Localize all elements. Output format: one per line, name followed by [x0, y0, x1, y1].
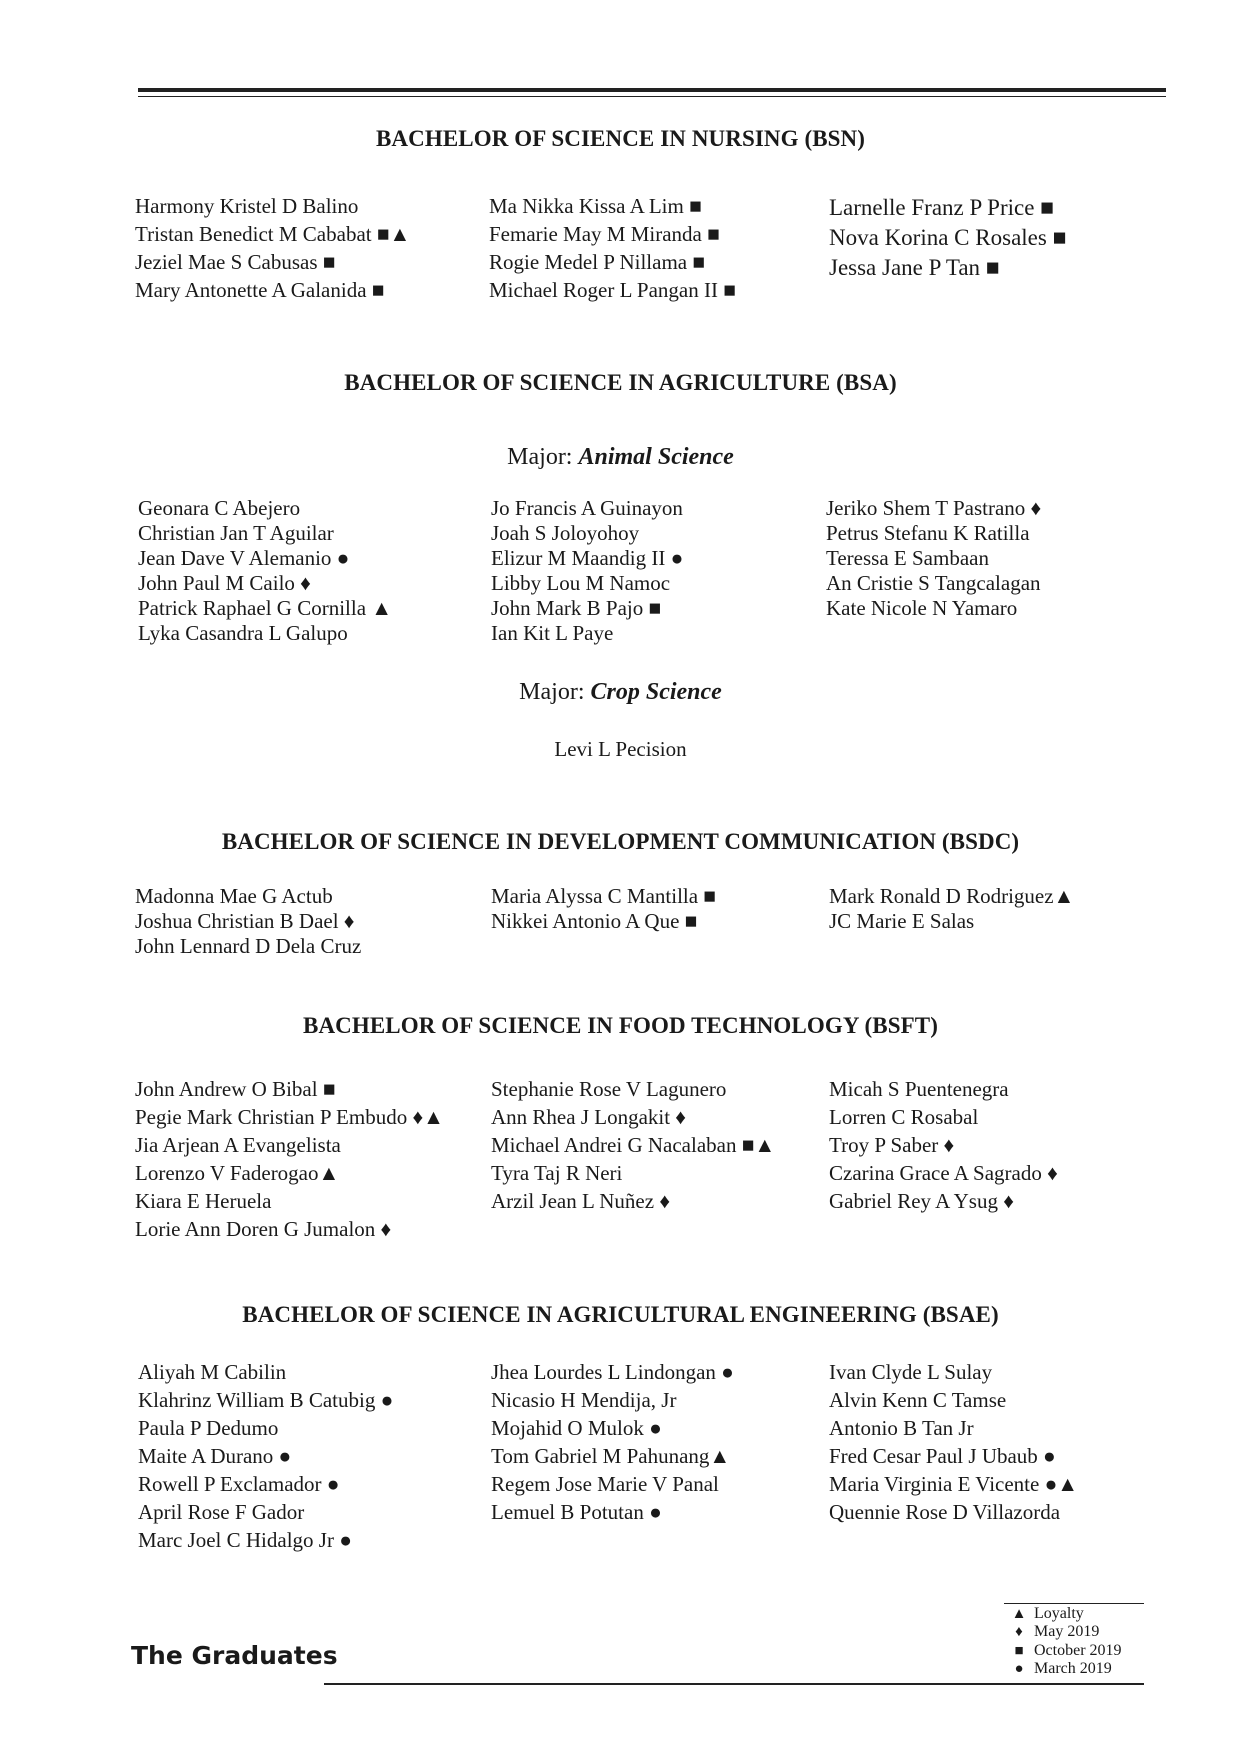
- graduate-name: Nova Korina C Rosales ■: [829, 225, 1067, 250]
- graduate-name: Jia Arjean A Evangelista: [135, 1133, 341, 1157]
- footer-title: The Graduates: [131, 1641, 338, 1670]
- graduate-name: Mark Ronald D Rodriguez▲: [829, 884, 1075, 908]
- name-column: [826, 496, 1041, 621]
- name-column: [135, 1075, 444, 1243]
- legend-item: [1004, 1642, 1122, 1660]
- graduate-name: Jeriko Shem T Pastrano ♦: [826, 496, 1042, 520]
- legend-rule: [1004, 1603, 1144, 1604]
- graduate-name: Czarina Grace A Sagrado ♦: [829, 1161, 1058, 1185]
- graduate-name: Gabriel Rey A Ysug ♦: [829, 1189, 1014, 1213]
- graduate-name: Geonara C Abejero: [138, 496, 301, 520]
- graduate-name: Mary Antonette A Galanida ■: [135, 278, 385, 302]
- name-column: [135, 192, 410, 304]
- major-label: [0, 679, 1241, 706]
- name-column: [491, 1358, 734, 1526]
- graduate-name: Lemuel B Potutan ●: [491, 1500, 662, 1524]
- graduate-name: Petrus Stefanu K Ratilla: [826, 521, 1030, 545]
- graduate-name: Mojahid O Mulok ●: [491, 1416, 662, 1440]
- footer-rule: [324, 1683, 1144, 1685]
- legend-label: March 2019: [1034, 1660, 1112, 1677]
- square-icon: ■: [1014, 1643, 1024, 1659]
- graduate-name: Maria Virginia E Vicente ●▲: [829, 1472, 1079, 1496]
- name-column: [491, 884, 716, 934]
- graduate-name: Rogie Medel P Nillama ■: [489, 250, 706, 274]
- legend-item: [1004, 1660, 1112, 1678]
- graduate-name: Joah S Joloyohoy: [491, 521, 640, 545]
- name-column: [829, 1358, 1078, 1526]
- graduate-name: Ian Kit L Paye: [491, 621, 614, 645]
- graduate-name: Tyra Taj R Neri: [491, 1161, 623, 1185]
- graduate-name: Aliyah M Cabilin: [138, 1360, 287, 1384]
- diamond-icon: ♦: [1015, 1624, 1023, 1640]
- graduate-name: Nicasio H Mendija, Jr: [491, 1388, 677, 1412]
- major-name: Animal Science: [578, 444, 734, 470]
- name-column: [489, 192, 736, 304]
- graduate-name: John Paul M Cailo ♦: [138, 571, 311, 595]
- graduate-name: Larnelle Franz P Price ■: [829, 195, 1055, 220]
- graduate-name: Madonna Mae G Actub: [135, 884, 333, 908]
- graduate-name: Alvin Kenn C Tamse: [829, 1388, 1007, 1412]
- legend-label: May 2019: [1034, 1623, 1100, 1640]
- graduate-name: Kate Nicole N Yamaro: [826, 596, 1018, 620]
- section-heading-bsdc: BACHELOR OF SCIENCE IN DEVELOPMENT COMMUNICATION (BSDC): [221, 829, 1020, 854]
- graduate-name: Levi L Pecision: [554, 737, 687, 761]
- graduate-name: Lorenzo V Faderogao▲: [135, 1161, 340, 1185]
- name-column: [829, 884, 1074, 934]
- graduate-name: Micah S Puentenegra: [829, 1077, 1009, 1101]
- legend-label: October 2019: [1034, 1642, 1122, 1659]
- graduate-name: Nikkei Antonio A Que ■: [491, 909, 698, 933]
- graduate-name: Christian Jan T Aguilar: [138, 521, 334, 545]
- graduate-name: Stephanie Rose V Lagunero: [491, 1077, 727, 1101]
- graduate-name: Paula P Dedumo: [138, 1416, 279, 1440]
- graduate-name: Maite A Durano ●: [138, 1444, 292, 1468]
- graduate-name: John Lennard D Dela Cruz: [135, 934, 362, 958]
- graduate-name: Jo Francis A Guinayon: [491, 496, 683, 520]
- graduate-name: Libby Lou M Namoc: [491, 571, 671, 595]
- graduate-name: JC Marie E Salas: [829, 909, 975, 933]
- graduate-name: Michael Roger L Pangan II ■: [489, 278, 736, 302]
- graduate-name: Fred Cesar Paul J Ubaub ●: [829, 1444, 1056, 1468]
- graduate-name: Ivan Clyde L Sulay: [829, 1360, 993, 1384]
- name-column: [138, 1358, 393, 1554]
- graduate-name: Michael Andrei G Nacalaban ■▲: [491, 1133, 776, 1157]
- graduate-name: Femarie May M Miranda ■: [489, 222, 720, 246]
- section-heading-bsa: BACHELOR OF SCIENCE IN AGRICULTURE (BSA): [344, 370, 897, 395]
- graduate-name: Elizur M Maandig II ●: [491, 546, 684, 570]
- name-column: [138, 496, 392, 646]
- legend-item: [1004, 1623, 1099, 1641]
- graduate-name: Troy P Saber ♦: [829, 1133, 955, 1157]
- section-heading-bsft: BACHELOR OF SCIENCE IN FOOD TECHNOLOGY (BSFT): [303, 1013, 938, 1038]
- graduate-name: Quennie Rose D Villazorda: [829, 1500, 1061, 1524]
- major-label: [0, 444, 1241, 471]
- graduate-name: Joshua Christian B Dael ♦: [135, 909, 355, 933]
- graduate-name: Jean Dave V Alemanio ●: [138, 546, 350, 570]
- section-heading-bsae: BACHELOR OF SCIENCE IN AGRICULTURAL ENGINEERING (BSAE): [242, 1302, 999, 1327]
- graduate-name: Jhea Lourdes L Lindongan ●: [491, 1360, 734, 1384]
- graduate-name: Klahrinz William B Catubig ●: [138, 1388, 394, 1412]
- name-column: [491, 1075, 775, 1215]
- graduate-name: Lorie Ann Doren G Jumalon ♦: [135, 1217, 392, 1241]
- legend-item: [1004, 1605, 1084, 1623]
- section-heading-bsn: BACHELOR OF SCIENCE IN NURSING (BSN): [375, 126, 865, 151]
- top-rule-thin: [138, 96, 1166, 97]
- graduate-name: Pegie Mark Christian P Embudo ♦▲: [135, 1105, 444, 1129]
- graduate-name: Regem Jose Marie V Panal: [491, 1472, 719, 1496]
- graduate-name: April Rose F Gador: [138, 1500, 305, 1524]
- circle-icon: ●: [1014, 1661, 1024, 1677]
- legend-label: Loyalty: [1034, 1605, 1084, 1622]
- name-column: [491, 496, 683, 646]
- top-rule: [138, 88, 1166, 92]
- graduate-name: Tristan Benedict M Cababat ■▲: [135, 222, 411, 246]
- graduate-name: Tom Gabriel M Pahunang▲: [491, 1444, 731, 1468]
- graduate-name: Jeziel Mae S Cabusas ■: [135, 250, 336, 274]
- graduate-name: John Mark B Pajo ■: [491, 596, 662, 620]
- graduate-name: Kiara E Heruela: [135, 1189, 272, 1213]
- graduate-name: Rowell P Exclamador ●: [138, 1472, 340, 1496]
- graduate-name: Lorren C Rosabal: [829, 1105, 979, 1129]
- graduate-name: Arzil Jean L Nuñez ♦: [491, 1189, 671, 1213]
- graduate-name: Teressa E Sambaan: [826, 546, 989, 570]
- graduate-name: Harmony Kristel D Balino: [135, 194, 359, 218]
- graduate-name: John Andrew O Bibal ■: [135, 1077, 336, 1101]
- graduate-name: Patrick Raphael G Cornilla ▲: [138, 596, 393, 620]
- graduate-name: Lyka Casandra L Galupo: [138, 621, 348, 645]
- name-column: [829, 193, 1066, 283]
- major-prefix: Major:: [519, 679, 591, 705]
- graduate-name: Antonio B Tan Jr: [829, 1416, 974, 1440]
- name-column: [0, 737, 1241, 762]
- major-name: Crop Science: [590, 679, 722, 705]
- triangle-icon: ▲: [1011, 1606, 1027, 1622]
- graduate-name: Marc Joel C Hidalgo Jr ●: [138, 1528, 352, 1552]
- graduate-name: Maria Alyssa C Mantilla ■: [491, 884, 716, 908]
- graduate-name: Ann Rhea J Longakit ♦: [491, 1105, 687, 1129]
- graduate-name: An Cristie S Tangcalagan: [826, 571, 1041, 595]
- graduate-name: Jessa Jane P Tan ■: [829, 255, 1000, 280]
- name-column: [829, 1075, 1058, 1215]
- major-prefix: Major:: [507, 444, 579, 470]
- name-column: [135, 884, 361, 959]
- graduate-name: Ma Nikka Kissa A Lim ■: [489, 194, 702, 218]
